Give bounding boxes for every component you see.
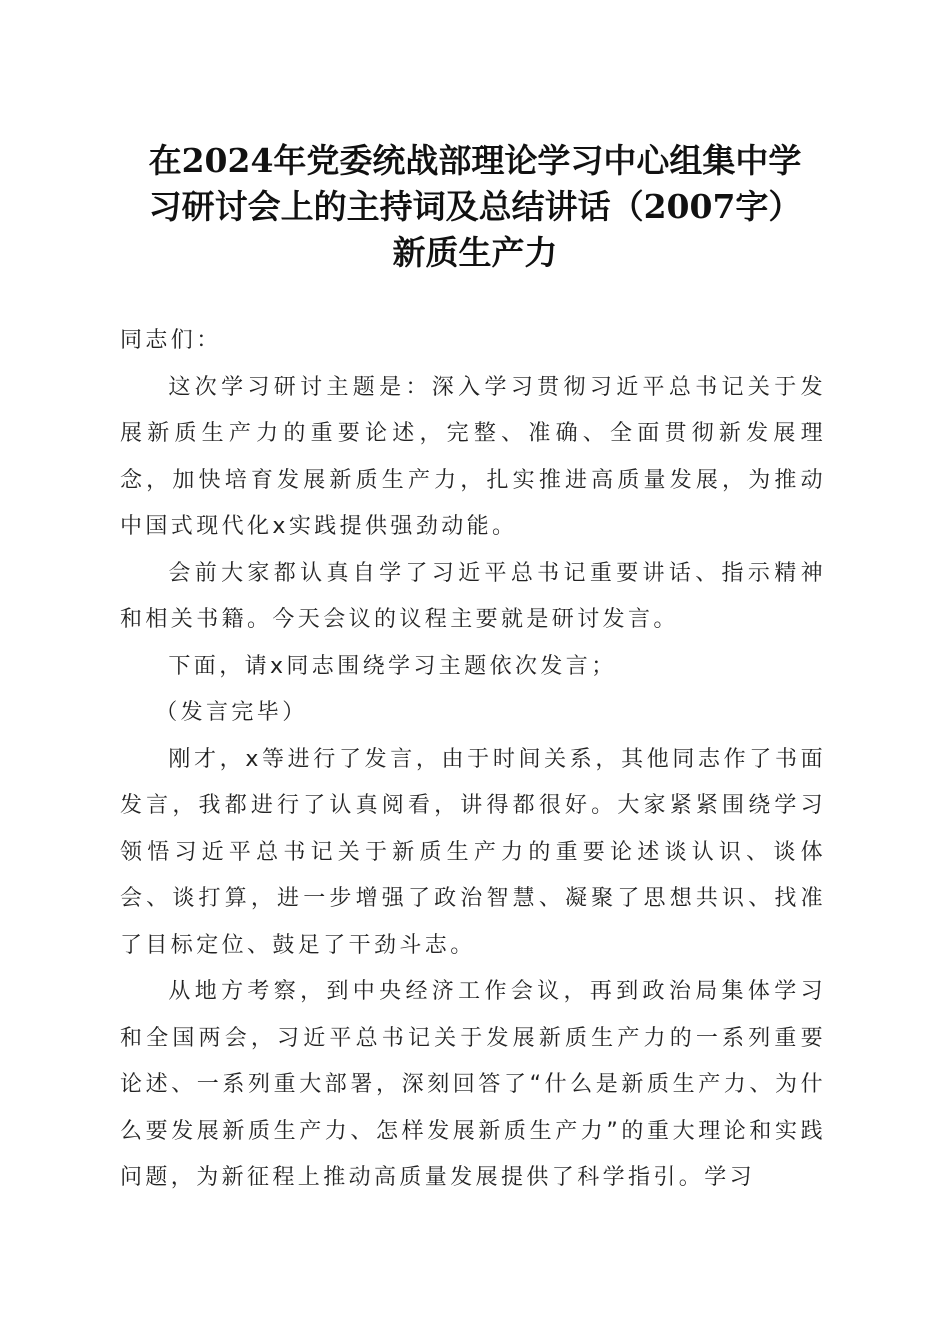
paragraph-preparation: 会前大家都认真自学了习近平总书记重要讲话、指示精神和相关书籍。今天会议的议程主要就是研讨发言。 — [120, 560, 826, 632]
title-line-3: 新质生产力 — [392, 233, 558, 272]
document-title — [80, 138, 870, 276]
paragraph-guidance: 从地方考察，到中央经济工作会议，再到政治局集体学习和全国两会，习近平总书记关于发展新质生产力的一系列重要论述、一系列重大部署，深刻回答了“什么是新质生产力、为什么要发展新质生产力、怎样发展新质生产力”的重大理论和实践问题，为新征程上推动高质量发展提供了科学指引。学习 — [120, 979, 826, 1190]
paragraph-theme: 这次学习研讨主题是：深入学习贯彻习近平总书记关于发展新质生产力的重要论述，完整、准确、全面贯彻新发展理念，加快培育发展新质生产力，扎实推进高质量发展，为推动中国式现代化x实践提供强劲动能。 — [120, 374, 826, 539]
paragraph-summary: 刚才，x等进行了发言，由于时间关系，其他同志作了书面发言，我都进行了认真阅看，讲得都很好。大家紧紧围绕学习领悟习近平总书记关于新质生产力的重要论述谈认识、谈体会、谈打算，进一步增强了政治智慧、凝聚了思想共识、找准了目标定位、鼓足了干劲斗志。 — [120, 746, 826, 958]
salutation: 同志们： — [120, 328, 222, 353]
title-line-2: 习研讨会上的主持词及总结讲话（2007字） — [148, 187, 802, 226]
title-line-1: 在2024年党委统战部理论学习中心组集中学 — [148, 141, 802, 180]
paragraph-speaking-order: 下面，请x同志围绕学习主题依次发言； — [168, 653, 617, 679]
paragraph-speech-finished: （发言完毕） — [155, 700, 308, 725]
document-body — [120, 318, 826, 1202]
